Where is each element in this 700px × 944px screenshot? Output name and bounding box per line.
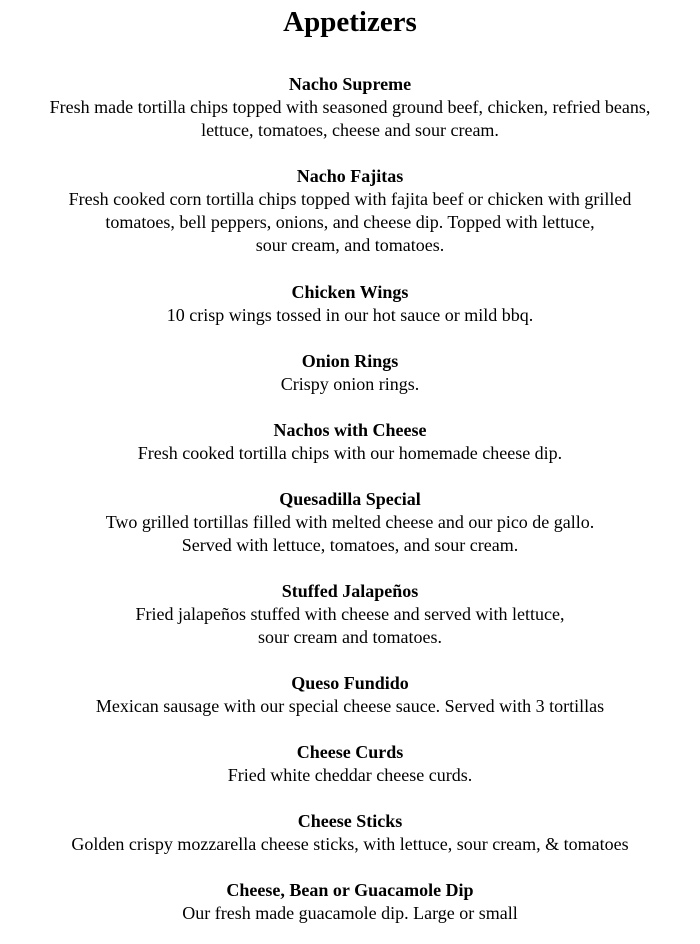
page-title: Appetizers [283,6,417,38]
description-line: Fresh cooked corn tortilla chips topped with fajita beef or chicken with grilled [68,189,632,209]
description-line: lettuce, tomatoes, cheese and sour cream. [201,120,499,140]
menu-item-description [0,96,700,142]
description-line: 10 crisp wings tossed in our hot sauce or mild bbq. [166,305,534,325]
menu-item-description [0,442,700,465]
menu-item-cheese-curds [0,741,700,787]
description-line: sour cream and tomatoes. [258,627,442,647]
description-line: Fresh cooked tortilla chips with our homemade cheese dip. [137,443,563,463]
menu-item-description [0,902,700,925]
menu-item-name: Onion Rings [301,351,399,371]
menu-item-name: Nacho Supreme [288,74,412,94]
menu-item-description [0,603,700,649]
menu-item-nacho-supreme [0,73,700,142]
description-line: sour cream, and tomatoes. [255,235,445,255]
menu-item-name: Cheese Sticks [297,811,403,831]
menu-item-chicken-wings [0,281,700,327]
description-line: Golden crispy mozzarella cheese sticks, with lettuce, sour cream, & tomatoes [71,834,629,854]
menu-item-description [0,304,700,327]
description-line: Fried jalapeños stuffed with cheese and served with lettuce, [135,604,565,624]
menu-item-quesadilla-special [0,488,700,557]
menu-item-name: Nachos with Cheese [273,420,427,440]
menu-item-name: Queso Fundido [291,673,409,693]
menu-item-description [0,695,700,718]
menu-item-name: Nacho Fajitas [296,166,404,186]
menu-item-queso-fundido [0,672,700,718]
menu-item-stuffed-jalapenos [0,580,700,649]
menu-item-description [0,764,700,787]
menu-item-cheese-bean-guacamole-dip [0,879,700,925]
menu-item-name: Chicken Wings [291,282,409,302]
description-line: Our fresh made guacamole dip. Large or small [182,903,518,923]
description-line: Fresh made tortilla chips topped with seasoned ground beef, chicken, refried beans, [49,97,651,117]
menu-item-name: Cheese Curds [296,742,404,762]
menu-item-name: Quesadilla Special [279,489,421,509]
description-line: Crispy onion rings. [280,374,420,394]
menu-item-description [0,511,700,557]
menu-item-name: Stuffed Jalapeños [281,581,419,601]
description-line: Two grilled tortillas filled with melted cheese and our pico de gallo. [105,512,595,532]
description-line: Fried white cheddar cheese curds. [227,765,473,785]
description-line: tomatoes, bell peppers, onions, and cheese dip. Topped with lettuce, [105,212,595,232]
description-line: Mexican sausage with our special cheese sauce. Served with 3 tortillas [95,696,605,716]
menu-item-description [0,833,700,856]
menu-item-description [0,188,700,257]
menu-item-description [0,373,700,396]
menu-item-onion-rings [0,350,700,396]
menu-item-nachos-with-cheese [0,419,700,465]
menu-item-name: Cheese, Bean or Guacamole Dip [226,880,474,900]
menu-item-nacho-fajitas [0,165,700,257]
description-line: Served with lettuce, tomatoes, and sour cream. [181,535,519,555]
menu-item-cheese-sticks [0,810,700,856]
